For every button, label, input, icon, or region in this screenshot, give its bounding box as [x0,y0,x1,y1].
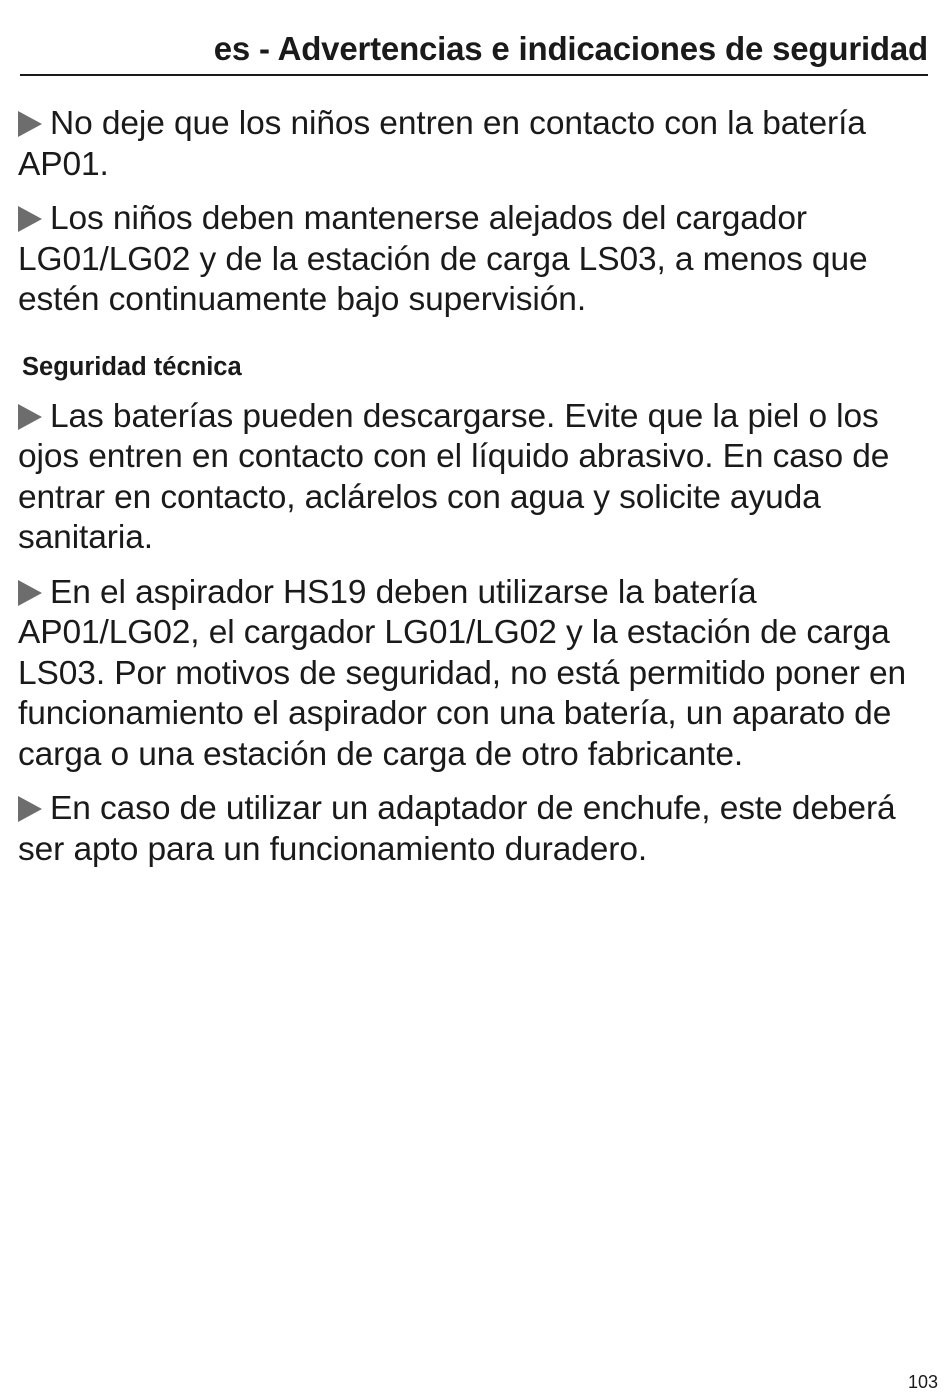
page-content [18,104,923,884]
paragraph-text: Los niños deben mantenerse alejados del cargador LG01/LG02 y de la estación de carga LS03, a menos que estén continuamente bajo supervisión. [18,200,868,318]
page-title: es - Advertencias e indicaciones de seguridad [213,30,928,67]
triangle-bullet-icon [18,580,42,606]
paragraph-text: En el aspirador HS19 deben utilizarse la batería AP01/LG02, el cargador LG01/LG02 y la estación de carga LS03. Por motivos de seguridad, no está permitido poner en funcionamiento el aspirador con una batería, un aparato de carga o una estación de carga de otro fabricante. [18,573,907,773]
safety-paragraph [18,397,923,559]
safety-paragraph [18,104,923,185]
triangle-bullet-icon [18,796,42,822]
triangle-bullet-icon [18,206,42,232]
page-number: 103 [907,1372,938,1392]
paragraph-text: En caso de utilizar un adaptador de enchufe, este deberá ser apto para un funcionamiento duradero. [18,790,896,868]
triangle-bullet-icon [18,404,42,430]
safety-paragraph [18,573,923,776]
triangle-bullet-icon [18,111,42,137]
paragraph-text: No deje que los niños entren en contacto con la batería AP01. [18,105,866,183]
safety-paragraph [18,199,923,321]
safety-paragraph [18,789,923,870]
section-heading: Seguridad técnica [22,352,242,381]
paragraph-text: Las baterías pueden descargarse. Evite que la piel o los ojos entren en contacto con el líquido abrasivo. En caso de entrar en contacto, aclárelos con agua y solicite ayuda sanitaria. [18,397,890,556]
page-header [20,28,928,76]
